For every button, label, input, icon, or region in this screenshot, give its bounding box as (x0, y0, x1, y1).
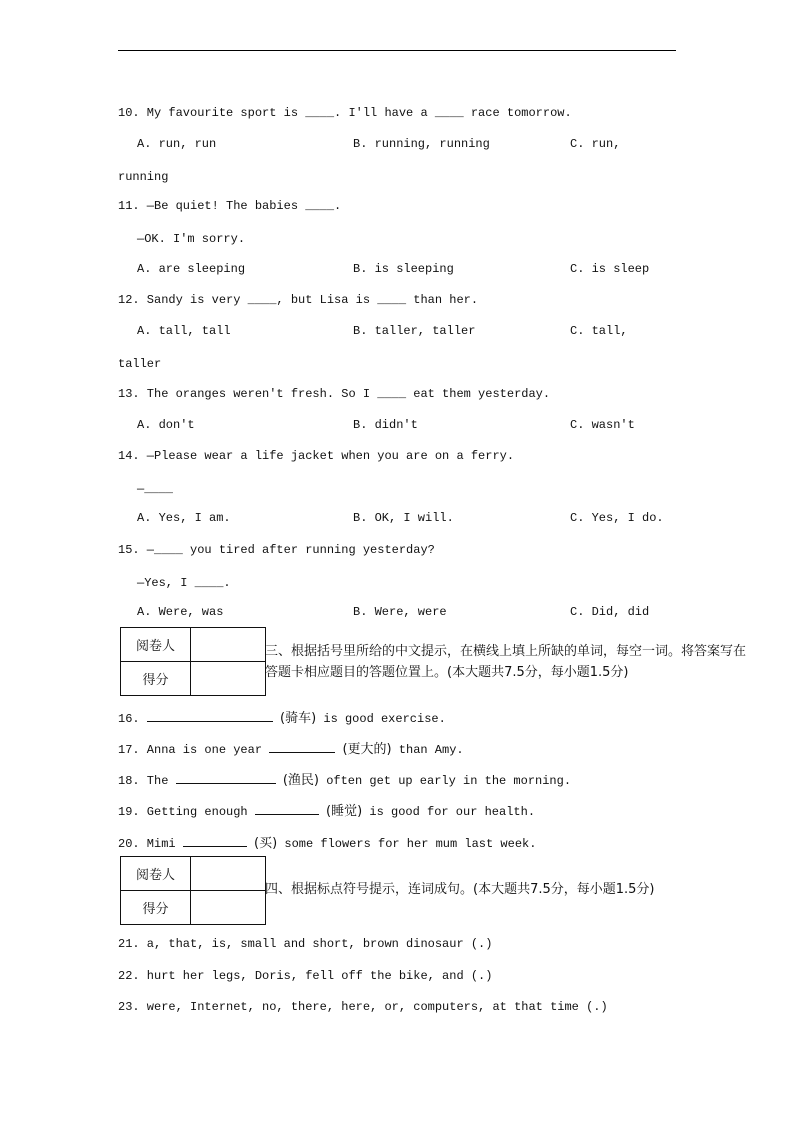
q17-rest: than Amy. (398, 743, 464, 757)
q12-option-c-wrap: taller (118, 357, 162, 371)
q15-option-a: A. Were, was (137, 605, 224, 619)
q15-reply: —Yes, I ____. (137, 576, 231, 590)
q19-line (118, 802, 535, 819)
q15-option-c: C. Did, did (570, 605, 650, 619)
header-rule (118, 50, 676, 51)
q10-option-b: B. running, running (353, 137, 490, 151)
q16-line (118, 709, 446, 726)
score-cell (191, 662, 266, 696)
q18-rest: often get up early in the morning. (326, 774, 572, 788)
q11-option-b: B. is sleeping (353, 262, 454, 276)
q13-option-c: C. wasn't (570, 418, 635, 432)
q14-reply: —____ (137, 482, 174, 496)
q17-hint: (更大的) (342, 742, 392, 757)
q11-option-a: A. are sleeping (137, 262, 246, 276)
q11-reply: —OK. I'm sorry. (137, 232, 246, 246)
q10-option-c: C. run, (570, 137, 621, 151)
q10-stem: 10. My favourite sport is ____. I'll have a ____ race tomorrow. (118, 106, 572, 120)
q15-stem: 15. —____ you tired after running yesterday? (118, 543, 435, 557)
q12-stem: 12. Sandy is very ____, but Lisa is ____ than her. (118, 293, 479, 307)
q20-hint: (买) (254, 836, 278, 851)
q10-option-c-wrap: running (118, 170, 169, 184)
q15-option-b: B. Were, were (353, 605, 447, 619)
q10-option-a: A. run, run (137, 137, 217, 151)
q14-option-b: B. OK, I will. (353, 511, 454, 525)
reviewer-label: 阅卷人 (121, 628, 191, 662)
section3-heading-line2: 答题卡相应题目的答题位置上。(本大题共7.5分，每小题1.5分) (265, 665, 629, 680)
q19-rest: is good for our health. (369, 805, 536, 819)
q14-option-c: C. Yes, I do. (570, 511, 664, 525)
q16-blank (147, 709, 273, 722)
q20-rest: some flowers for her mum last week. (284, 837, 537, 851)
q14-stem: 14. —Please wear a life jacket when you are on a ferry. (118, 449, 515, 463)
q12-option-b: B. taller, taller (353, 324, 476, 338)
q18-line (118, 771, 571, 788)
score-table-section3 (120, 627, 266, 696)
reviewer-cell (191, 628, 266, 662)
score-label: 得分 (121, 662, 191, 696)
q19-blank (255, 802, 319, 815)
q16-rest: is good exercise. (323, 712, 446, 726)
q20-line (118, 834, 536, 851)
section4-heading: 四、根据标点符号提示，连词成句。(本大题共7.5分，每小题1.5分) (265, 882, 655, 897)
q11-stem: 11. —Be quiet! The babies ____. (118, 199, 342, 213)
q17-line (118, 740, 464, 757)
q13-option-b: B. didn't (353, 418, 418, 432)
q20-prefix: 20. Mimi (118, 837, 176, 851)
q18-blank (176, 771, 276, 784)
q16-hint: (骑车) (280, 711, 317, 726)
q22-line: 22. hurt her legs, Doris, fell off the bike, and (.) (118, 969, 493, 983)
q19-prefix: 19. Getting enough (118, 805, 248, 819)
q20-blank (183, 834, 247, 847)
score-cell (191, 891, 266, 925)
q12-option-a: A. tall, tall (137, 324, 231, 338)
q13-option-a: A. don't (137, 418, 195, 432)
reviewer-cell (191, 857, 266, 891)
section3-heading-line1: 三、根据括号里所给的中文提示，在横线上填上所缺的单词，每空一词。将答案写在 (265, 644, 747, 659)
q18-prefix: 18. The (118, 774, 169, 788)
score-table-section4 (120, 856, 266, 925)
q11-option-c: C. is sleep (570, 262, 650, 276)
q19-hint: (睡觉) (326, 804, 363, 819)
score-label: 得分 (121, 891, 191, 925)
q13-stem: 13. The oranges weren't fresh. So I ____ eat them yesterday. (118, 387, 551, 401)
q23-line: 23. were, Internet, no, there, here, or, computers, at that time (.) (118, 1000, 608, 1014)
q18-hint: (渔民) (282, 773, 319, 788)
q16-number: 16. (118, 712, 140, 726)
q21-line: 21. a, that, is, small and short, brown dinosaur (.) (118, 937, 493, 951)
q17-blank (269, 740, 335, 753)
q17-prefix: 17. Anna is one year (118, 743, 263, 757)
q14-option-a: A. Yes, I am. (137, 511, 231, 525)
reviewer-label: 阅卷人 (121, 857, 191, 891)
q12-option-c: C. tall, (570, 324, 628, 338)
